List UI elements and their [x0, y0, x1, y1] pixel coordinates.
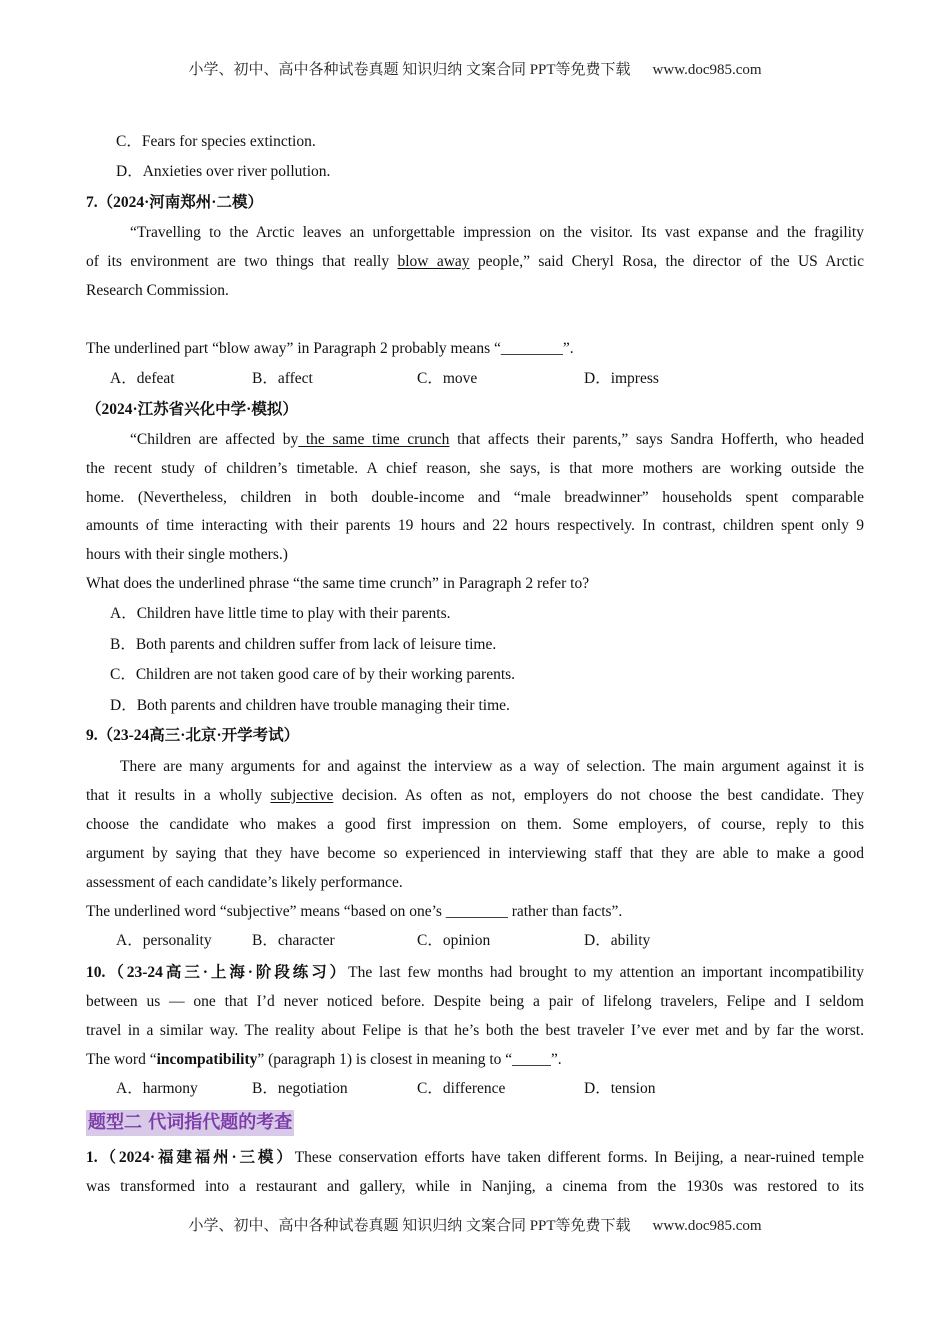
- q8-passage-line-3: home. (Nevertheless, children in both double-income and “male breadwinner” households spent comparable: [86, 489, 864, 506]
- q8-option-b: B．Both parents and children suffer from lack of leisure time.: [110, 636, 497, 653]
- q7-passage-text: people,” said Cheryl Rosa, the director of the US Arctic: [469, 253, 864, 270]
- q8-source: （2024·江苏省兴化中学·模拟）: [86, 401, 298, 418]
- q8-passage-line-5: hours with their single mothers.): [86, 546, 288, 563]
- q7-source: （2024·河南郑州·二模）: [97, 194, 263, 211]
- q7-question: The underlined part “blow away” in Paragraph 2 probably means “________”.: [86, 340, 574, 357]
- q8-underlined-phrase: the same time crunch: [298, 431, 450, 448]
- q10-option-c: C．difference: [417, 1080, 506, 1097]
- q10-bold-word: incompatibility: [156, 1051, 258, 1068]
- q9-passage-line-2: [86, 786, 864, 806]
- q10-option-d: D．tension: [584, 1080, 656, 1097]
- q10-option-a: A．harmony: [116, 1080, 198, 1097]
- q9-passage-line-4: argument by saying that they have become so experienced in interviewing staff that they are able to make a good: [86, 845, 864, 862]
- q8-option-a: A．Children have little time to play with their parents.: [110, 605, 451, 622]
- q9-option-c: C．opinion: [417, 932, 491, 949]
- q10-passage-line-2: between us — one that I’d never noticed before. Despite being a pair of lifelong travelers, Felipe and I seldom: [86, 993, 864, 1010]
- q10-question-text: The word “: [86, 1051, 157, 1068]
- q10-passage-text: The last few months had brought to my attention an important incompatibility: [348, 964, 864, 981]
- q9-option-d: D．ability: [584, 932, 651, 949]
- q7-number: 7.: [86, 194, 98, 211]
- q8-passage-line-1: [130, 430, 864, 450]
- q10-passage-line-3: travel in a similar way. The reality about Felipe is that he’s both the best traveler I’ve ever met and by far the worst.: [86, 1022, 864, 1039]
- q9-passage-line-5: assessment of each candidate’s likely performance.: [86, 874, 403, 891]
- s2q1-passage-line-2: was transformed into a restaurant and gallery, while in Nanjing, a cinema from the 1930s was restored to its: [86, 1178, 864, 1195]
- q10-option-b: B．negotiation: [252, 1080, 348, 1097]
- q7-option-c: C．move: [417, 370, 478, 387]
- q8-question: What does the underlined phrase “the same time crunch” in Paragraph 2 refer to?: [86, 575, 590, 592]
- s2q1-number: 1.: [86, 1149, 98, 1166]
- q7-underlined-phrase: blow away: [397, 253, 470, 270]
- q9-option-a: A．personality: [116, 932, 212, 949]
- footer-site-link[interactable]: www.doc985.com: [652, 1218, 762, 1234]
- s2q1-passage-line-1: [86, 1148, 864, 1168]
- q9-passage-line-3: choose the candidate who makes a good first impression on them. Some employers, of course, reply to this: [86, 816, 864, 833]
- q9-number: 9.: [86, 727, 98, 744]
- q7-option-d: D．impress: [584, 370, 659, 387]
- q9-underlined-word: subjective: [270, 787, 334, 804]
- q10-number: 10.: [86, 964, 106, 981]
- q8-heading: [86, 400, 298, 420]
- q7-passage-line-2: [86, 252, 864, 272]
- q8-passage-line-4: amounts of time interacting with their parents 19 hours and 22 hours respectively. In contrast, children spent only 9: [86, 517, 864, 534]
- section-title: 题型二 代词指代题的考查: [86, 1110, 294, 1136]
- q8-passage-line-2: the recent study of children’s timetable. A chief reason, she says, is that more mothers are working outside the: [86, 460, 864, 477]
- page-footer: [0, 1214, 950, 1235]
- q6-option-d: D．Anxieties over river pollution.: [116, 163, 331, 180]
- q7-passage-line-1: “Travelling to the Arctic leaves an unforgettable impression on the visitor. Its vast expanse and the fragility: [130, 224, 864, 241]
- q9-heading: [86, 726, 299, 746]
- q8-option-c: C．Children are not taken good care of by their working parents.: [110, 666, 516, 683]
- q9-question: The underlined word “subjective” means “based on one’s ________ rather than facts”.: [86, 903, 623, 920]
- s2q1-source: （2024·福建福州·三模）: [97, 1149, 295, 1166]
- q10-source: （23-24高三·上海·阶段练习）: [105, 964, 349, 981]
- header-site-link[interactable]: www.doc985.com: [652, 62, 762, 78]
- q8-passage-text: “Children are affected by: [130, 431, 299, 448]
- q9-source: （23-24高三·北京·开学考试）: [97, 727, 300, 744]
- q7-option-a: A．defeat: [110, 370, 175, 387]
- page-header: [0, 58, 950, 79]
- q9-option-b: B．character: [252, 932, 335, 949]
- q7-passage-text: of its environment are two things that really: [86, 253, 398, 270]
- q10-passage-line-1: [86, 963, 864, 983]
- s2q1-passage-text: These conservation efforts have taken different forms. In Beijing, a near-ruined temple: [294, 1149, 865, 1166]
- footer-text: 小学、初中、高中各种试卷真题 知识归纳 文案合同 PPT等免费下载: [188, 1218, 631, 1234]
- q7-passage-line-3: Research Commission.: [86, 282, 229, 299]
- q9-passage-line-1: There are many arguments for and against the interview as a way of selection. The main argument against it is: [120, 758, 864, 775]
- header-text: 小学、初中、高中各种试卷真题 知识归纳 文案合同 PPT等免费下载: [188, 62, 631, 78]
- q7-option-b: B．affect: [252, 370, 313, 387]
- q6-option-c: C．Fears for species extinction.: [116, 133, 316, 150]
- q9-passage-text: that it results in a wholly: [86, 787, 271, 804]
- q8-passage-text: that affects their parents,” says Sandra Hofferth, who headed: [449, 431, 864, 448]
- q9-passage-text: decision. As often as not, employers do not choose the best candidate. They: [333, 787, 864, 804]
- q7-heading: [86, 193, 263, 213]
- q10-question: [86, 1050, 562, 1070]
- q10-question-text: ” (paragraph 1) is closest in meaning to “_____”.: [257, 1051, 562, 1068]
- q8-option-d: D．Both parents and children have trouble managing their time.: [110, 697, 510, 714]
